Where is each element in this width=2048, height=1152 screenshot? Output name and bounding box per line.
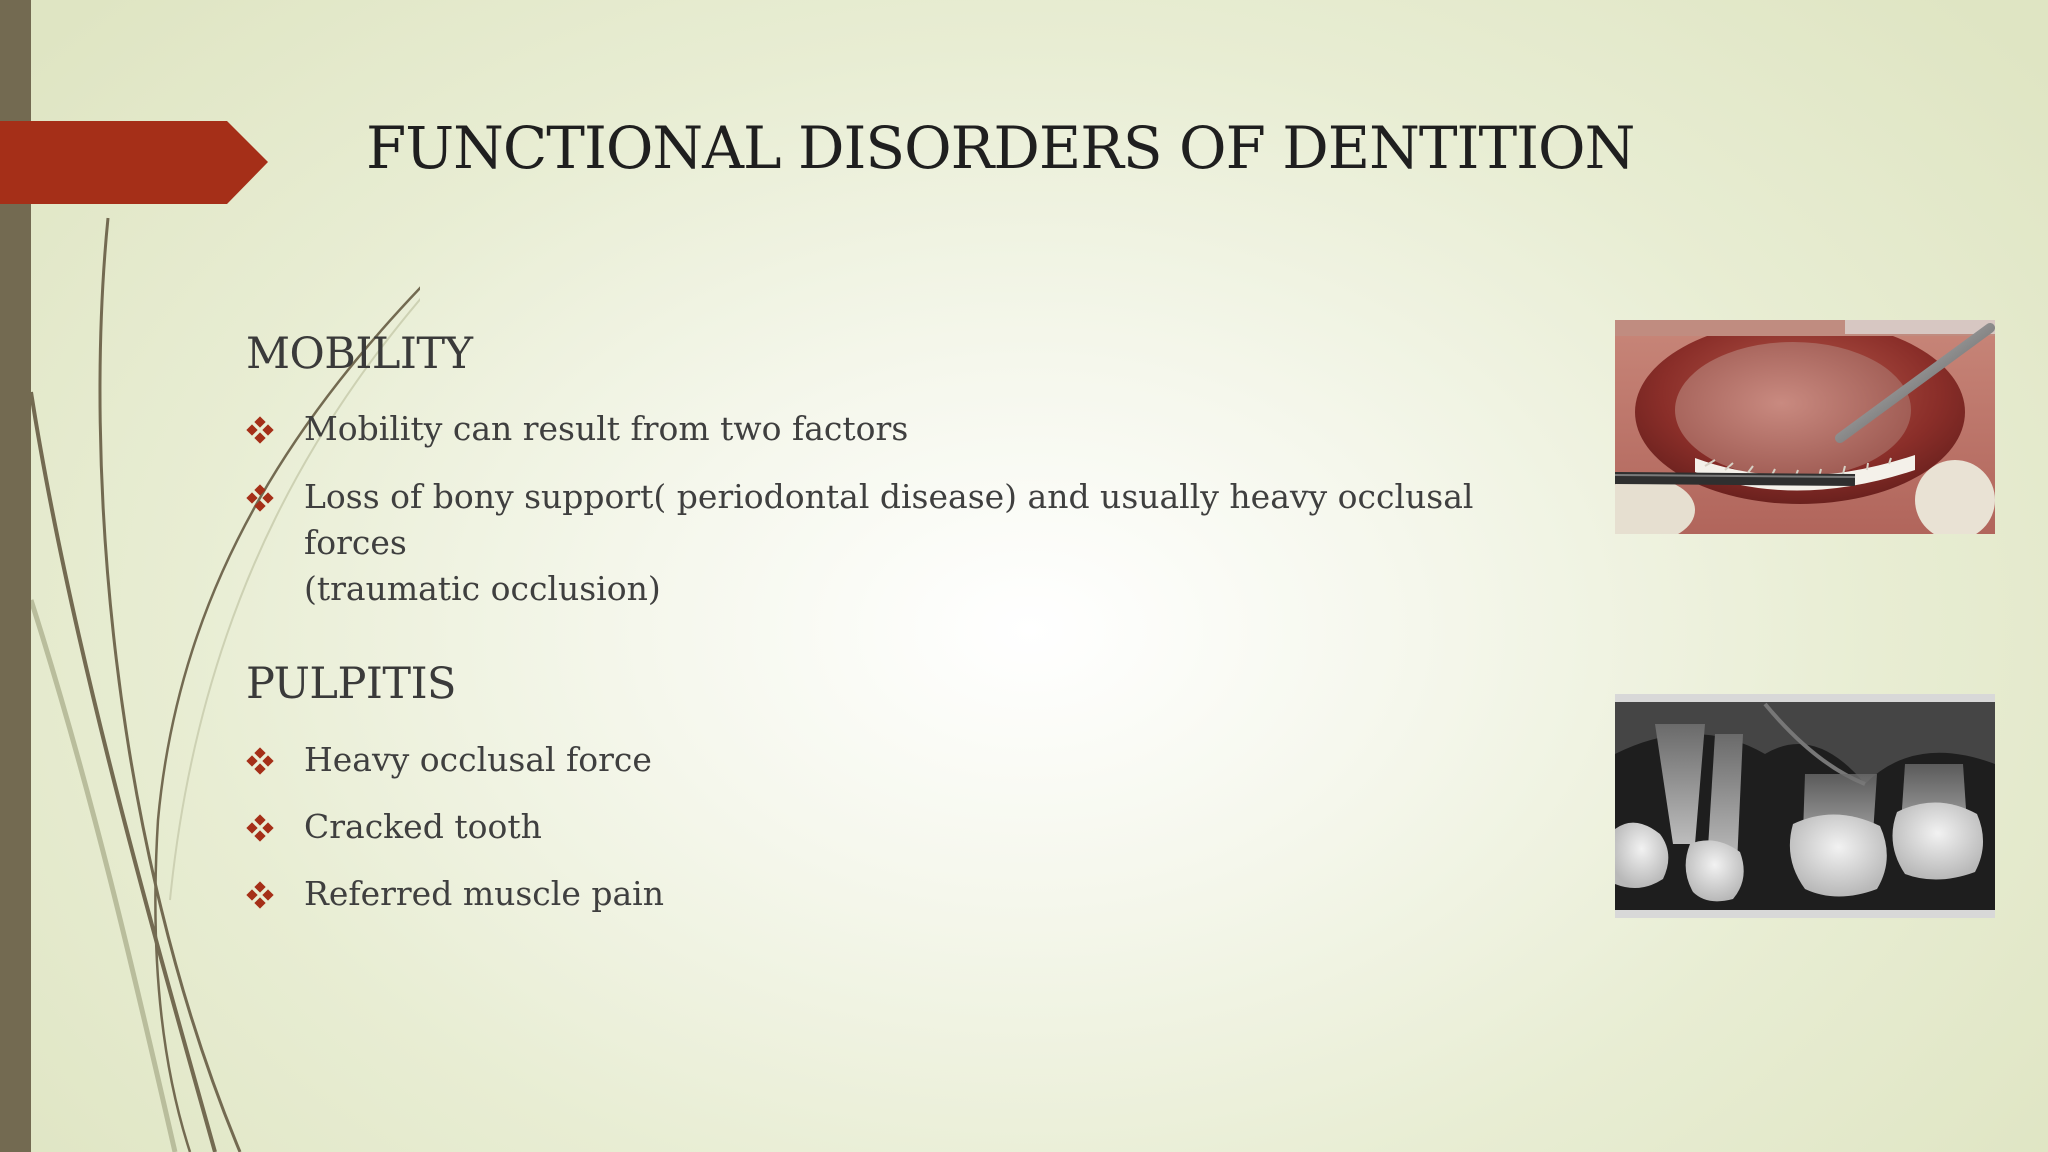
section-heading-pulpitis: PULPITIS — [246, 659, 457, 709]
list-item — [246, 871, 1546, 917]
bullet-text: Cracked tooth — [304, 807, 542, 846]
dental-xray-photo — [1615, 694, 1995, 918]
list-item — [246, 804, 1546, 850]
diamond-bullet-icon — [246, 747, 274, 775]
diamond-bullet-icon — [246, 484, 274, 512]
diamond-bullet-icon — [246, 881, 274, 909]
diamond-bullet-icon — [246, 814, 274, 842]
list-item — [246, 406, 1546, 452]
bullet-text: Loss of bony support( periodontal disease) and usually heavy occlusal forces (traumatic occlusion) — [304, 477, 1474, 608]
bullet-text: Referred muscle pain — [304, 874, 664, 913]
section-heading-mobility: MOBILITY — [246, 329, 473, 379]
list-item — [246, 737, 1546, 783]
title-arrow-shape — [0, 0, 270, 210]
diamond-bullet-icon — [246, 416, 274, 444]
bullet-text: Heavy occlusal force — [304, 740, 652, 779]
intraoral-mobility-photo — [1615, 320, 1995, 534]
slide-title: FUNCTIONAL DISORDERS OF DENTITION — [366, 114, 1635, 182]
bullet-text: Mobility can result from two factors — [304, 409, 909, 448]
list-item — [246, 474, 1546, 612]
